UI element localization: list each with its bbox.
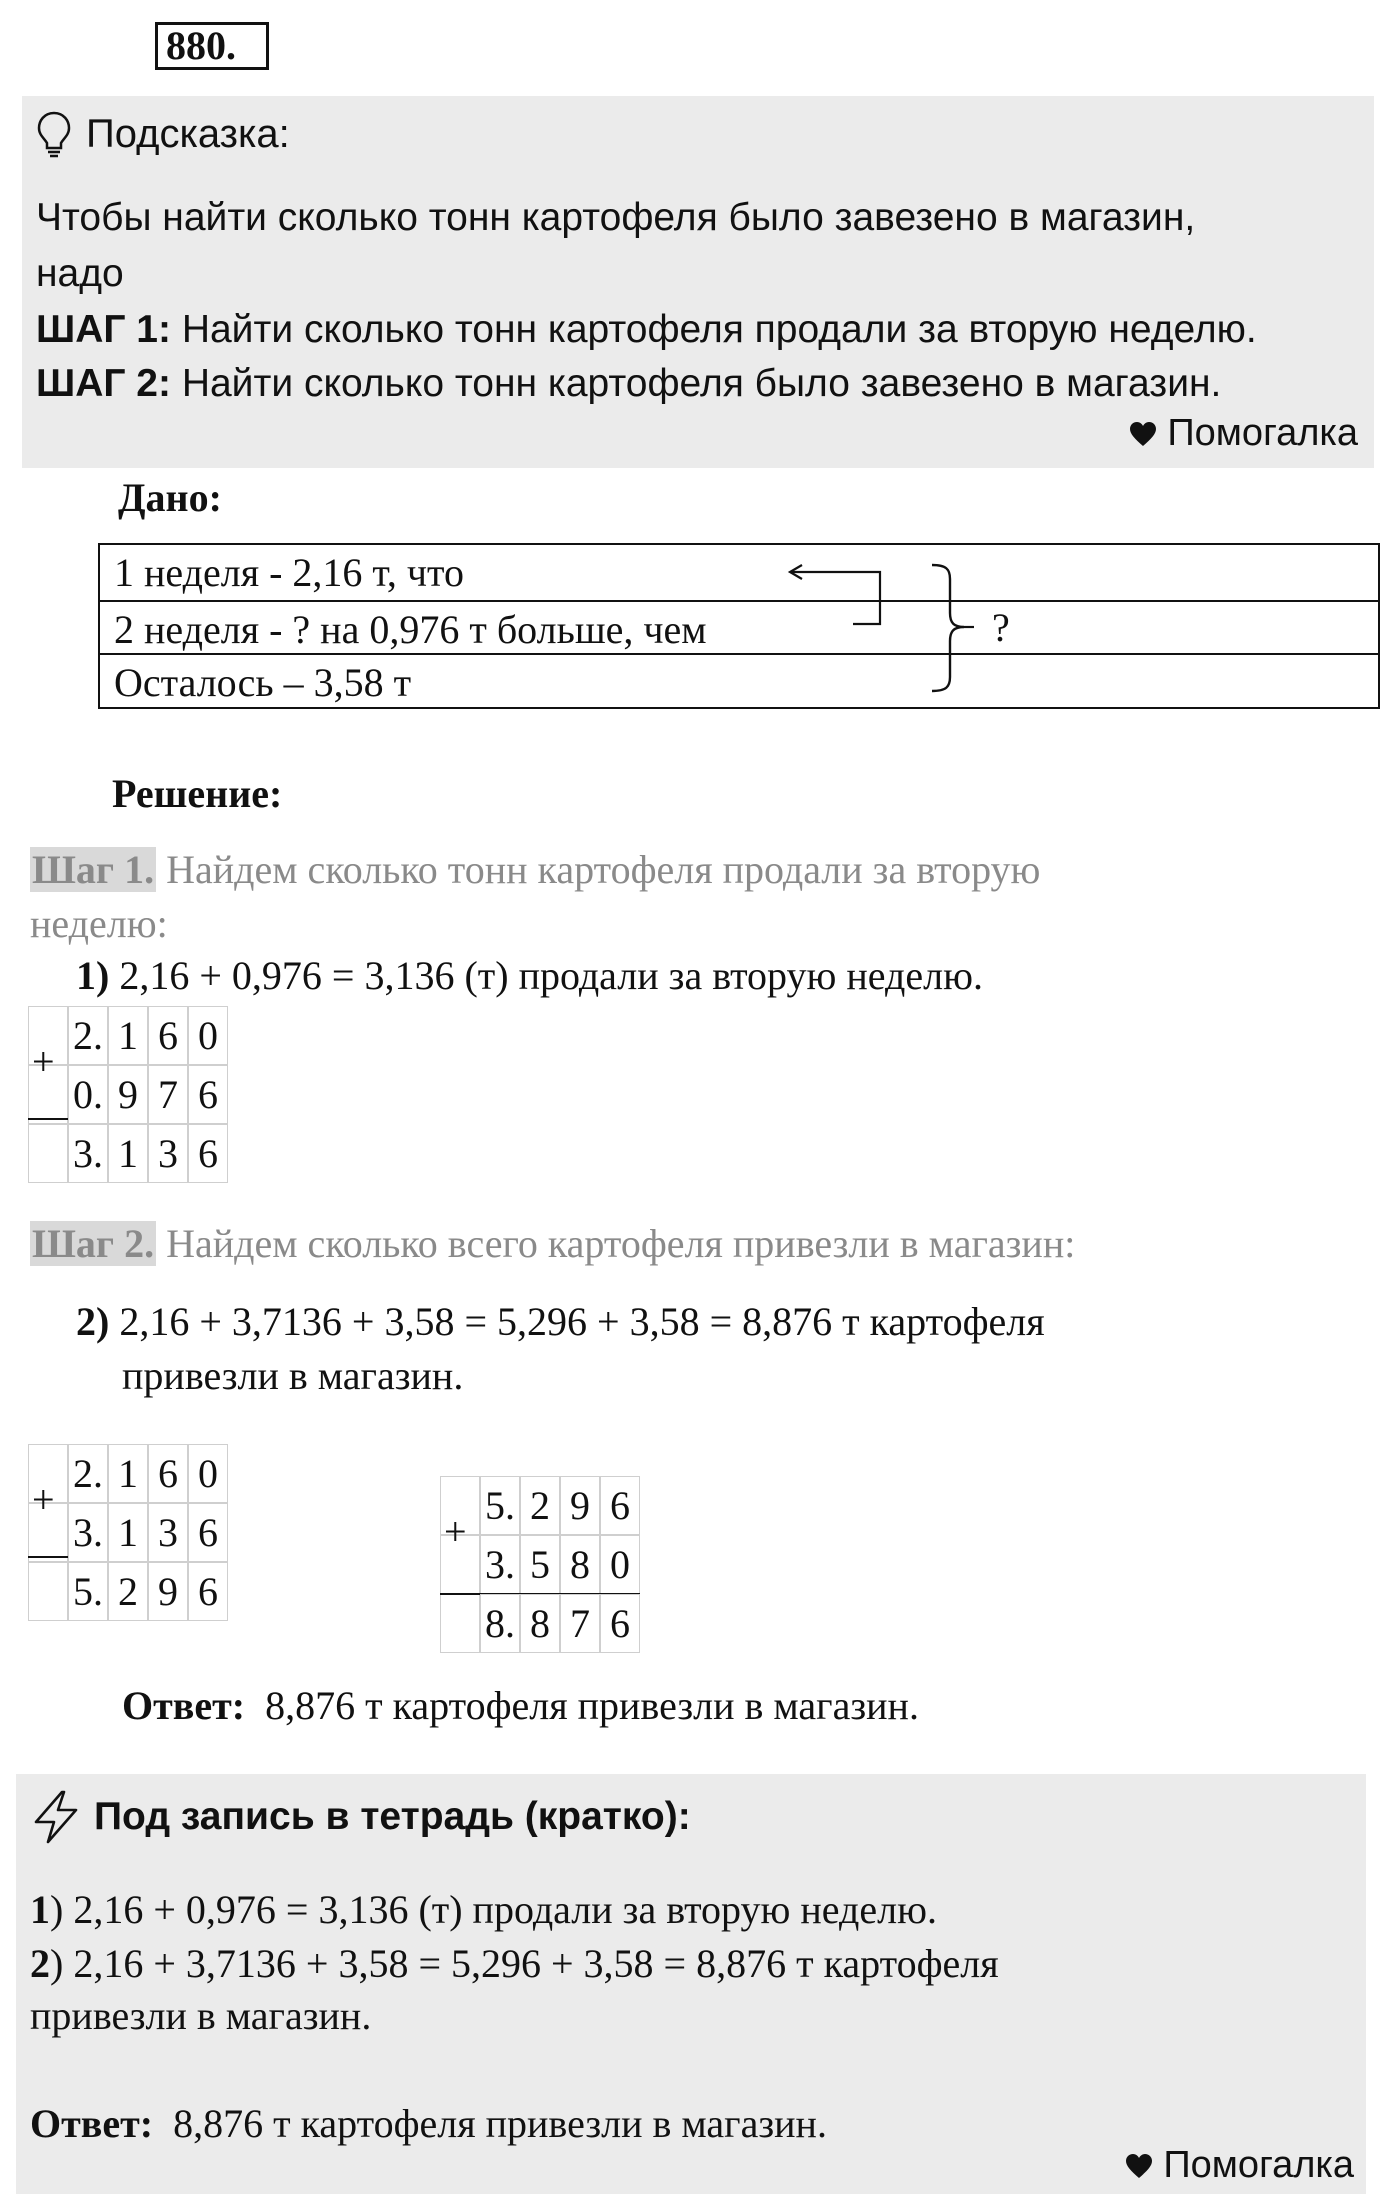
notebook-line-2	[30, 1940, 999, 1987]
calc-digit: 0.	[68, 1065, 108, 1124]
heart-icon	[1129, 421, 1157, 447]
calc-digit: 2	[108, 1562, 148, 1621]
plus-sign: +	[444, 1509, 467, 1554]
given-label: Дано:	[118, 475, 222, 520]
notebook-line-3: привезли в магазин.	[30, 1993, 372, 2038]
calc-digit: 8	[520, 1594, 560, 1653]
hint-line-1: Чтобы найти сколько тонн картофеля было завезено в магазин,	[36, 196, 1196, 239]
calc-digit: 0	[188, 1444, 228, 1503]
hint-title: Подсказка:	[86, 111, 290, 156]
calc-digit: 2	[520, 1476, 560, 1535]
sum-line	[28, 1118, 68, 1120]
hint-line-2: надо	[36, 252, 124, 295]
notebook-line-1-number: 1	[30, 1887, 50, 1932]
calc-digit: 7	[148, 1065, 188, 1124]
calc-cell	[440, 1594, 480, 1653]
calc-digit: 1	[108, 1503, 148, 1562]
calc-cell	[28, 1562, 68, 1621]
equation-2-number: 2)	[76, 1299, 110, 1344]
notebook-line-2-text: ) 2,16 + 3,7136 + 3,58 = 5,296 + 3,58 = 8,876 т картофеля	[50, 1941, 999, 1986]
notebook-answer	[30, 2100, 827, 2147]
notebook-title: Под запись в тетрадь (кратко):	[94, 1795, 691, 1838]
plus-sign: +	[32, 1039, 55, 1084]
calc-digit: 9	[108, 1065, 148, 1124]
equation-1-text: 2,16 + 0,976 = 3,136 (т) продали за вторую неделю.	[119, 953, 983, 998]
step-2-text: Найдем сколько всего картофеля привезли в магазин:	[166, 1221, 1076, 1266]
notebook-line-1-text: ) 2,16 + 0,976 = 3,136 (т) продали за вторую неделю.	[50, 1887, 937, 1932]
lightning-icon	[30, 1790, 82, 1844]
notebook-line-2-number: 2	[30, 1941, 50, 1986]
answer-label: Ответ:	[122, 1683, 246, 1728]
calc-digit: 9	[148, 1562, 188, 1621]
brand-footer	[1129, 412, 1358, 455]
hint-step-2-text: Найти сколько тонн картофеля было завезено в магазин.	[181, 362, 1222, 405]
relation-diagram	[100, 545, 1382, 711]
column-addition-1	[28, 1006, 228, 1184]
column-addition-2	[28, 1444, 228, 1622]
column-addition-3	[440, 1476, 640, 1654]
notebook-answer-label: Ответ:	[30, 2101, 154, 2146]
calc-cell	[28, 1124, 68, 1183]
brand-name: Помогалка	[1167, 412, 1358, 454]
sum-line	[28, 1556, 68, 1558]
equation-1	[76, 952, 983, 999]
equation-2	[76, 1298, 1045, 1345]
hint-panel	[22, 96, 1374, 468]
calc-digit: 5.	[480, 1476, 520, 1535]
heart-icon	[1125, 2153, 1153, 2179]
equation-2-text: 2,16 + 3,7136 + 3,58 = 5,296 + 3,58 = 8,876 т картофеля	[119, 1299, 1045, 1344]
given-row-2: 2 неделя - ? на 0,976 т больше, чем	[100, 600, 1378, 655]
answer	[122, 1682, 919, 1729]
notebook-line-1	[30, 1886, 937, 1933]
hint-step-2-label: ШАГ 2:	[36, 362, 171, 405]
step-1-heading	[30, 846, 1040, 893]
calc-digit: 8	[560, 1535, 600, 1594]
step-2-tag: Шаг 2.	[32, 1221, 155, 1266]
curly-brace-icon	[932, 565, 964, 691]
hint-step-1-label: ШАГ 1:	[36, 308, 171, 351]
calc-digit: 3.	[68, 1124, 108, 1183]
hint-header	[36, 106, 290, 162]
hint-step-1-text: Найти сколько тонн картофеля продали за вторую неделю.	[181, 308, 1257, 351]
given-question: ?	[992, 605, 1010, 650]
calc-digit: 3.	[68, 1503, 108, 1562]
equation-1-number: 1)	[76, 953, 110, 998]
answer-text: 8,876 т картофеля привезли в магазин.	[265, 1683, 919, 1728]
hint-step-2	[36, 356, 1221, 412]
lightbulb-icon	[36, 110, 72, 158]
calc-digit: 5	[520, 1535, 560, 1594]
calc-digit: 2.	[68, 1444, 108, 1503]
calc-digit: 8.	[480, 1594, 520, 1653]
hint-step-1	[36, 302, 1257, 358]
step-1-tag: Шаг 1.	[32, 847, 155, 892]
notebook-answer-text: 8,876 т картофеля привезли в магазин.	[173, 2101, 827, 2146]
step-2-heading	[30, 1220, 1075, 1267]
calc-digit: 1	[108, 1006, 148, 1065]
equation-2-cont: привезли в магазин.	[122, 1353, 464, 1398]
arrow-icon	[790, 565, 880, 624]
given-table	[98, 543, 1380, 709]
calc-digit: 0	[188, 1006, 228, 1065]
calc-digit: 6	[188, 1562, 228, 1621]
calc-digit: 6	[188, 1503, 228, 1562]
given-row-1: 1 неделя - 2,16 т, что	[114, 550, 464, 595]
notebook-header	[30, 1788, 691, 1846]
calc-digit: 3	[148, 1503, 188, 1562]
problem-number: 880.	[155, 22, 269, 70]
notebook-panel	[16, 1774, 1366, 2194]
calc-digit: 9	[560, 1476, 600, 1535]
calc-digit: 7	[560, 1594, 600, 1653]
calc-digit: 6	[148, 1444, 188, 1503]
solution-label: Решение:	[112, 771, 283, 816]
given-row-3: Осталось – 3,58 т	[114, 660, 412, 705]
calc-digit: 6	[600, 1594, 640, 1653]
brand-name: Помогалка	[1163, 2144, 1354, 2186]
step-1-text: Найдем сколько тонн картофеля продали за вторую	[166, 847, 1041, 892]
calc-digit: 3	[148, 1124, 188, 1183]
calc-digit: 5.	[68, 1562, 108, 1621]
calc-digit: 6	[600, 1476, 640, 1535]
calc-digit: 0	[600, 1535, 640, 1594]
plus-sign: +	[32, 1477, 55, 1522]
calc-digit: 2.	[68, 1006, 108, 1065]
calc-digit: 6	[188, 1065, 228, 1124]
step-1-text-cont: неделю:	[30, 901, 168, 946]
calc-digit: 6	[188, 1124, 228, 1183]
calc-digit: 3.	[480, 1535, 520, 1594]
calc-digit: 6	[148, 1006, 188, 1065]
calc-digit: 1	[108, 1444, 148, 1503]
calc-digit: 1	[108, 1124, 148, 1183]
brand-footer	[1125, 2144, 1354, 2187]
